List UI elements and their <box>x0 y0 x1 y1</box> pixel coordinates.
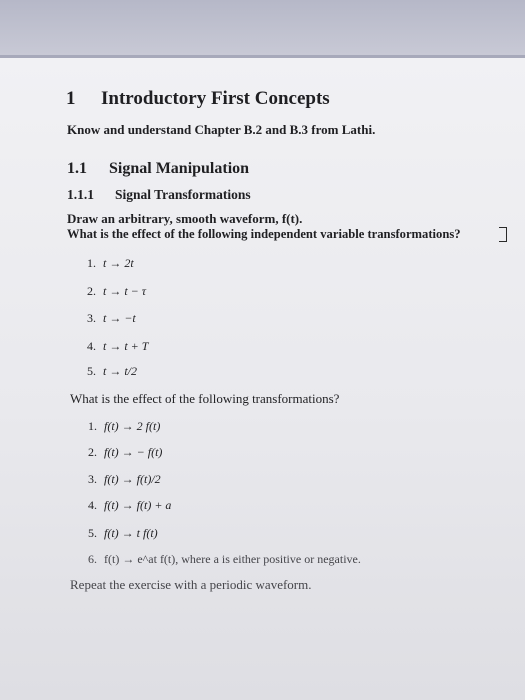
prompt-line-1: Draw an arbitrary, smooth waveform, f(t). <box>67 211 303 226</box>
subsubsection-number: 1.1.1 <box>67 187 94 202</box>
list-item <box>87 311 287 326</box>
subsection-number: 1.1 <box>67 160 87 177</box>
list-item <box>88 526 158 541</box>
list-item-number: 3. <box>87 311 96 325</box>
list-item-text: t → −t <box>103 311 136 325</box>
list-item-text: t → t − τ <box>103 284 147 298</box>
list-item-number: 4. <box>87 339 96 353</box>
list-item-number: 1. <box>88 419 97 433</box>
list-item-number: 4. <box>88 498 97 512</box>
section-title: Introductory First Concepts <box>101 88 330 109</box>
list-item <box>87 284 287 299</box>
list-item-number: 2. <box>87 284 96 298</box>
list-item-text: f(t) → 2 f(t) <box>104 419 161 433</box>
list-item-text: t → t + T <box>103 339 149 353</box>
list-item-number: 6. <box>88 552 97 566</box>
list-item-text: t → t/2 <box>103 364 138 378</box>
list-item-number: 1. <box>87 256 96 270</box>
list-item <box>88 472 161 487</box>
top-band <box>0 0 525 58</box>
list-item-text: f(t) → f(t)/2 <box>104 472 161 486</box>
list-item <box>88 552 361 567</box>
list-item <box>88 445 162 460</box>
list-item-number: 5. <box>87 364 96 378</box>
list-item-text: f(t) → f(t) + a <box>104 498 172 512</box>
list-item <box>88 419 160 434</box>
question-2: What is the effect of the following transformations? <box>70 391 340 406</box>
subsubsection-title: Signal Transformations <box>115 187 251 202</box>
closing-text: Repeat the exercise with a periodic waveform. <box>70 577 312 592</box>
paper-page <box>0 58 525 700</box>
list-item <box>87 364 287 379</box>
list-item-number: 2. <box>88 445 97 459</box>
list-item-text: f(t) → − f(t) <box>104 445 163 459</box>
list-item-text: f(t) → t f(t) <box>104 526 158 540</box>
list-item-number: 3. <box>88 472 97 486</box>
list-item-text: f(t) → e^at f(t), where a is either positive or negative. <box>104 552 361 566</box>
list-item <box>87 339 287 354</box>
list-item <box>88 498 171 513</box>
prompt-line-2: What is the effect of the following independent variable transformations? <box>67 227 461 241</box>
list-item <box>87 256 287 271</box>
cursor-bracket-icon <box>499 227 507 242</box>
subsection-title: Signal Manipulation <box>109 160 250 177</box>
intro-text: Know and understand Chapter B.2 and B.3 from Lathi. <box>67 122 376 137</box>
list-item-text: t → 2t <box>103 256 134 270</box>
section-number: 1 <box>66 88 76 109</box>
list-item-number: 5. <box>88 526 97 540</box>
